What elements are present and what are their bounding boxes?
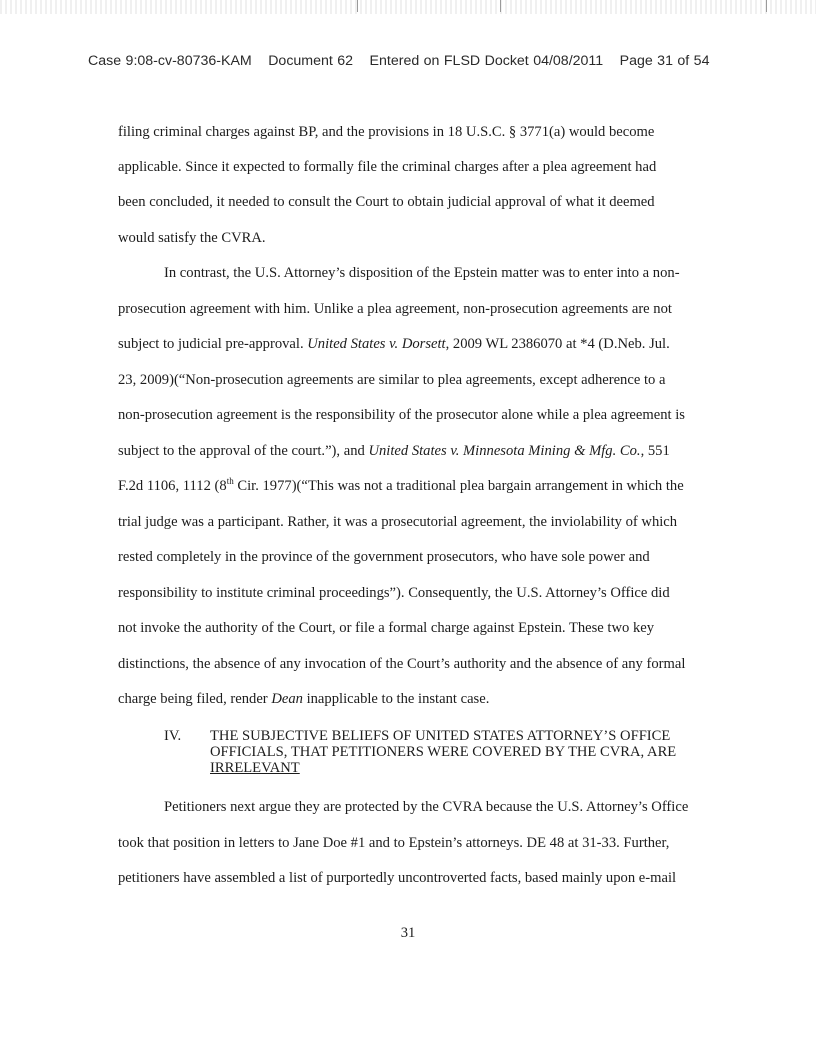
text-segment: , 2009 WL 2386070 at *4 (D.Neb. Jul. <box>445 336 670 352</box>
body-line: In contrast, the U.S. Attorney’s disposition of the Epstein matter was to enter into a non- <box>164 265 680 281</box>
scan-artifact-top <box>0 0 816 14</box>
text-segment: charge being filed, render <box>118 691 272 707</box>
text-segment: subject to the approval of the court.”), and <box>118 443 369 459</box>
docket-entry-date: Entered on FLSD Docket 04/08/2011 <box>369 53 604 69</box>
section-title-line: THE SUBJECTIVE BELIEFS OF UNITED STATES ATTORNEY’S OFFICE <box>210 728 671 744</box>
body-line: responsibility to institute criminal proceedings”). Consequently, the U.S. Attorney’s Office did <box>118 585 670 601</box>
case-citation: United States v. Dorsett <box>307 336 446 352</box>
body-line <box>118 442 670 460</box>
case-number: Case 9:08-cv-80736-KAM <box>88 53 252 69</box>
body-line: distinctions, the absence of any invocation of the Court’s authority and the absence of any formal <box>118 656 686 672</box>
case-citation: United States v. Minnesota Mining & Mfg. Co. <box>368 443 641 459</box>
body-line: been concluded, it needed to consult the Court to obtain judicial approval of what it deemed <box>118 194 655 210</box>
body-line: trial judge was a participant. Rather, it was a prosecutorial agreement, the inviolability of which <box>118 514 678 530</box>
scan-tick <box>357 0 358 12</box>
body-line: rested completely in the province of the government prosecutors, who have sole power and <box>118 549 650 565</box>
body-line: filing criminal charges against BP, and the provisions in 18 U.S.C. § 3771(a) would become <box>118 124 655 140</box>
body-line: applicable. Since it expected to formally file the criminal charges after a plea agreement had <box>118 159 657 175</box>
case-citation: Dean <box>271 691 303 707</box>
body-line: Petitioners next argue they are protected by the CVRA because the U.S. Attorney’s Office <box>164 799 689 815</box>
body-line <box>118 690 489 708</box>
section-number: IV. <box>164 728 182 744</box>
scan-tick <box>766 0 767 12</box>
page-number: 31 <box>400 925 416 941</box>
body-line <box>118 335 670 353</box>
text-segment: subject to judicial pre-approval. <box>118 336 308 352</box>
body-line: non-prosecution agreement is the responsibility of the prosecutor alone while a plea agreement is <box>118 407 685 423</box>
page-indicator: Page 31 of 54 <box>619 53 710 69</box>
body-line: prosecution agreement with him. Unlike a plea agreement, non-prosecution agreements are not <box>118 301 672 317</box>
body-line: 23, 2009)(“Non-prosecution agreements are similar to plea agreements, except adherence to a <box>118 372 666 388</box>
text-segment: , 551 <box>640 443 670 459</box>
docket-header <box>88 53 738 69</box>
body-line: took that position in letters to Jane Doe #1 and to Epstein’s attorneys. DE 48 at 31-33. Further, <box>118 835 670 851</box>
section-title-line: OFFICIALS, THAT PETITIONERS WERE COVERED BY THE CVRA, ARE <box>210 744 677 760</box>
text-segment: Cir. 1977)(“This was not a traditional plea bargain arrangement in which the <box>233 478 684 494</box>
body-line: would satisfy the CVRA. <box>118 230 266 246</box>
ordinal-superscript: th <box>226 476 234 487</box>
document-number: Document 62 <box>268 53 354 69</box>
text-segment: F.2d 1106, 1112 (8 <box>118 478 227 494</box>
text-segment: inapplicable to the instant case. <box>302 691 490 707</box>
body-line <box>118 477 684 495</box>
scan-tick <box>500 0 501 12</box>
section-title <box>210 728 690 776</box>
body-line: petitioners have assembled a list of purportedly uncontroverted facts, based mainly upon e-mail <box>118 870 677 886</box>
body-line: not invoke the authority of the Court, or file a formal charge against Epstein. These two key <box>118 620 655 636</box>
section-title-line: IRRELEVANT <box>210 760 300 776</box>
